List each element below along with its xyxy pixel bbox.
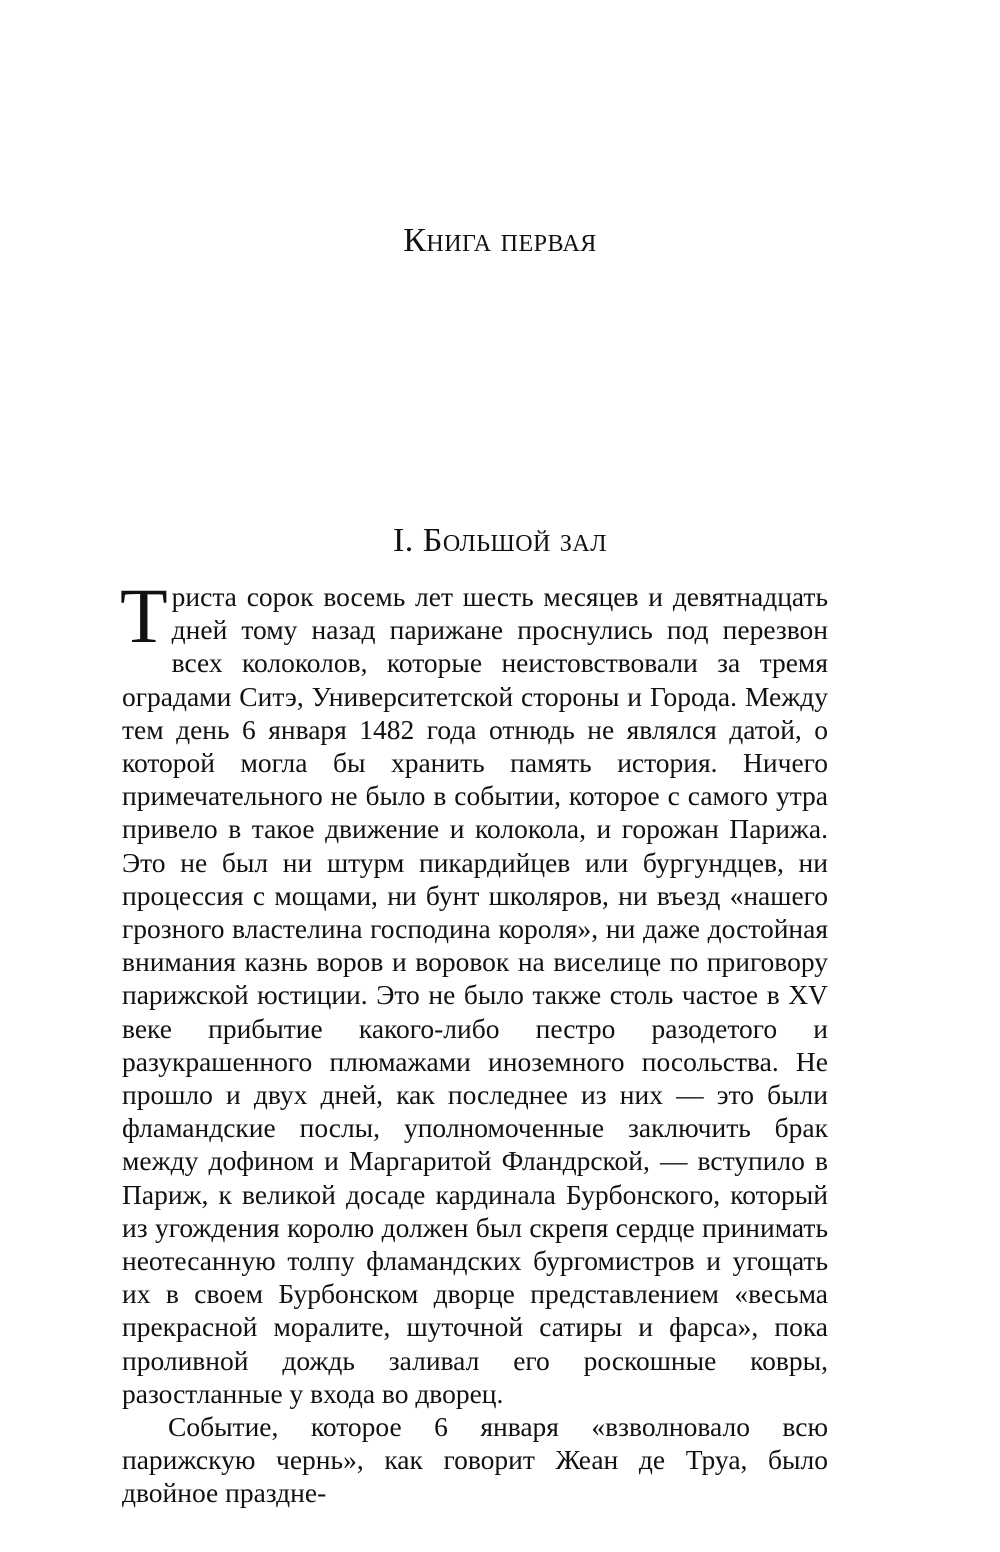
chapter-body bbox=[120, 572, 828, 1510]
paragraph-1 bbox=[120, 572, 828, 1410]
chapter-title: I. Большой зал bbox=[392, 522, 608, 559]
drop-cap: Т bbox=[120, 572, 168, 659]
book-title: Книга первая bbox=[403, 222, 597, 259]
paragraph-2: Событие, которое 6 января «взволновало всю парижскую чернь», как говорит Жеан де Труа, было двойное праздне- bbox=[122, 1411, 828, 1509]
paragraph-1-text: риста сорок восемь лет шесть месяцев и девятнадцать дней тому назад парижане проснулись под перезвон всех колоколов, которые неистовствовали за тремя оградами Ситэ, Университетской стороны и Города. Между тем день 6 января 1482 года отнюдь не являлся датой, о которой могла бы хранить память история. Ничего примечательного не было в событии, которое с самого утра привело в такое движение и колокола, и горожан Парижа. Это не был ни штурм пикардийцев или бургундцев, ни процессия с мощами, ни бунт школяров, ни въезд «нашего грозного властелина господина короля», ни даже достойная внимания казнь воров и воровок на виселице по приговору парижской юстиции. Это не было также столь частое в XV веке прибытие какого-либо пестро разодетого и разукрашенного плюмажами иноземного посольства. Не прошло и двух дней, как последнее из них — это были фламандские послы, уполномоченные заключить брак между дофином и Маргаритой Фландрской, — вступило в Париж, к великой досаде кардинала Бурбонского, который из угождения королю должен был скрепя сердце принимать неотесанную толпу фламандских бургомистров и угощать их в своем Бурбонском дворце представлением «весьма прекрасной моралите, шуточной сатиры и фарса», пока проливной дождь заливал его роскошные ковры, разостланные у входа во дворец. bbox=[122, 581, 828, 1409]
